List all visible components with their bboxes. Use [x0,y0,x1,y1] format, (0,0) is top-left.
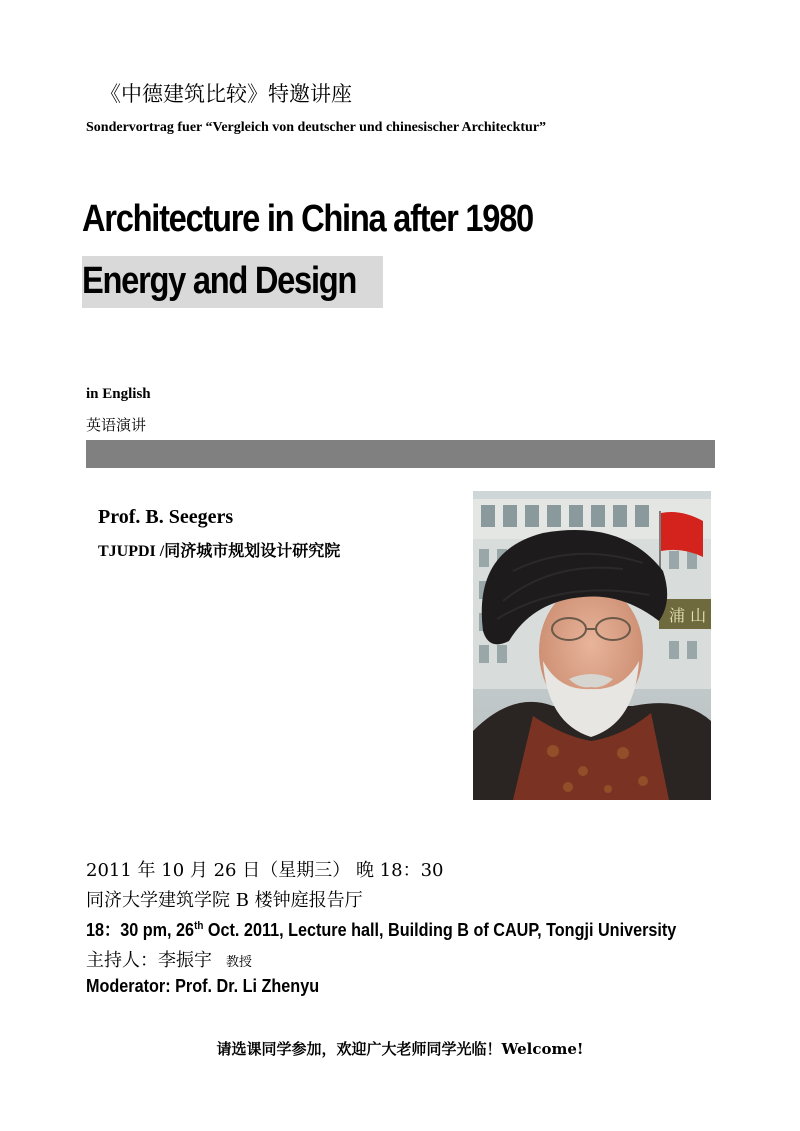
date-ordinal-suffix: th [194,920,204,932]
event-time-en: 18：30 pm, 26 [86,920,195,940]
lecture-title-line2-highlight [82,256,383,308]
speaker-photo [473,491,711,800]
lecture-title-line2: Energy and Design [82,260,357,302]
background-sign-text: 浦 山 [669,606,707,625]
divider-bar [86,440,715,468]
event-date-venue-english [86,916,676,942]
moderator-chinese [86,946,252,972]
speaker-portrait-illustration [473,491,711,800]
moderator-english: Moderator: Prof. Dr. Li Zhenyu [86,976,320,996]
event-date-chinese: 2011 年 10 月 26 日（星期三） 晚 18：30 [86,860,444,881]
series-title: 《中德建筑比较》特邀讲座 [100,82,352,106]
moderator-title-zh: 教授 [226,955,253,970]
lecture-title-line1: Architecture in China after 1980 [82,198,533,240]
language-english: in English [86,386,151,402]
speaker-affiliation: TJUPDI /同济城市规划设计研究院 [98,543,341,560]
speaker-name: Prof. B. Seegers [98,506,234,528]
welcome-message: 请选课同学参加，欢迎广大老师同学光临！Welcome! [216,1040,584,1058]
language-chinese: 英语演讲 [86,416,147,434]
event-venue-chinese: 同济大学建筑学院 B 楼钟庭报告厅 [86,890,363,911]
german-subtitle: Sondervortrag fuer “Vergleich von deutscher und chinesischer Architecktur” [86,120,547,135]
moderator-name-zh: 主持人：李振宇 [86,950,212,971]
event-venue-en: Oct. 2011, Lecture hall, Building B of CAUP, Tongji University [203,920,677,940]
